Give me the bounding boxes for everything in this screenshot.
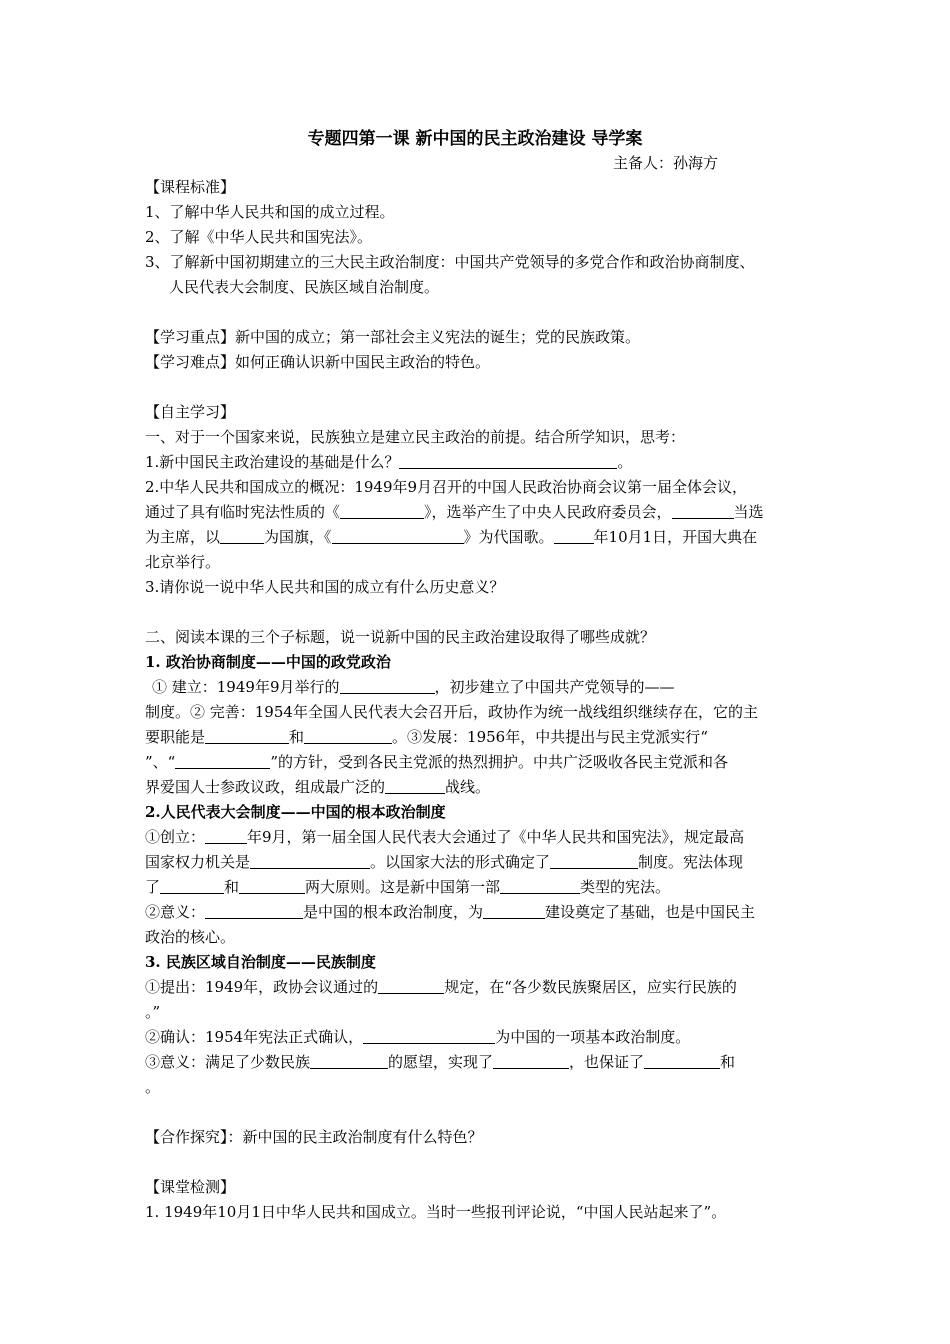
section-heading-self-study: 【自主学习】 xyxy=(145,403,236,421)
blank-field[interactable] xyxy=(340,502,424,519)
consultation-line-5: 界爱国人士参政议政，组成最广泛的 战线。 xyxy=(145,778,491,796)
blank-field[interactable] xyxy=(332,527,464,544)
blank-field[interactable] xyxy=(554,527,594,544)
section-heading-class-test: 【课堂检测】 xyxy=(145,1178,236,1196)
blank-field[interactable] xyxy=(175,752,270,769)
question-intro: 一、对于一个国家来说，民族独立是建立民主政治的前提。结合所学知识，思考： xyxy=(145,428,686,446)
page-title: 专题四第一课 新中国的民主政治建设 导学案 xyxy=(307,129,643,149)
standard-item-2: 2、了解《中华人民共和国宪法》。 xyxy=(145,228,373,246)
blank-field[interactable] xyxy=(250,852,370,869)
blank-field[interactable] xyxy=(385,777,445,794)
blank-field[interactable] xyxy=(220,527,264,544)
blank-field[interactable] xyxy=(550,852,638,869)
author-line: 主备人：孙海方 xyxy=(613,154,719,172)
blank-field[interactable] xyxy=(304,727,392,744)
blank-field[interactable] xyxy=(160,877,224,894)
key-points: 【学习重点】新中国的成立；第一部社会主义宪法的诞生；党的民族政策。 xyxy=(145,328,641,346)
question-1: 1.新中国民主政治建设的基础是什么？ 。 xyxy=(145,453,633,471)
blank-field[interactable] xyxy=(363,1027,495,1044)
standard-item-3-cont: 人民代表大会制度、民族区域自治制度。 xyxy=(169,278,440,296)
congress-line-3: 了 和 两大原则。这是新中国第一部 类型的宪法。 xyxy=(145,878,671,896)
blank-field[interactable] xyxy=(672,502,734,519)
autonomy-line-4: ③意义：满足了少数民族 的愿望，实现了 ，也保证了 和 xyxy=(145,1053,736,1071)
consultation-line-4: ”、“ ”的方针，受到各民主党派的热烈拥护。中共广泛吸收各民主党派和各 xyxy=(145,753,729,771)
consultation-line-3: 要职能是 和 。③发展：1956年，中共提出与民主党派实行“ xyxy=(145,728,708,746)
autonomy-line-1: ①提出：1949年，政协会议通过的 规定，在“各少数民族聚居区，应实行民族的 xyxy=(145,978,737,996)
blank-field[interactable] xyxy=(493,1052,569,1069)
blank-field[interactable] xyxy=(483,902,545,919)
consultation-line-2: 制度。② 完善：1954年全国人民代表大会召开后，政协作为统一战线组织继续存在，它的主 xyxy=(145,703,758,721)
blank-field[interactable] xyxy=(239,877,305,894)
autonomy-line-2: 。” xyxy=(145,1003,161,1021)
standard-item-3: 3、了解新中国初期建立的三大民主政治制度：中国共产党领导的多党合作和政治协商制度、 xyxy=(145,253,755,271)
blank-field[interactable] xyxy=(500,877,580,894)
congress-line-1: ①创立： 年9月，第一届全国人民代表大会通过了《中华人民共和国宪法》，规定最高 xyxy=(145,828,745,846)
question-2: 2.中华人民共和国成立的概况：1949年9月召开的中国人民政治协商会议第一届全体会议， xyxy=(145,478,748,496)
blank-field[interactable] xyxy=(644,1052,720,1069)
question-3: 3.请你说一说中华人民共和国的成立有什么历史意义？ xyxy=(145,578,505,596)
congress-line-4: ②意义： 是中国的根本政治制度，为 建设奠定了基础，也是中国民主 xyxy=(145,903,756,921)
question-2-line-4: 北京举行。 xyxy=(145,553,221,571)
blank-field[interactable] xyxy=(205,902,303,919)
subheading-ethnic-autonomy: 3. 民族区域自治制度——民族制度 xyxy=(145,953,376,971)
consultation-line-1: ① 建立：1949年9月举行的 ，初步建立了中国共产党领导的—— xyxy=(152,678,675,696)
question-2-line-2: 通过了具有临时宪法性质的《 》，选举产生了中央人民政府委员会， 当选 xyxy=(145,503,764,521)
standard-item-1: 1、了解中华人民共和国的成立过程。 xyxy=(145,203,395,221)
subheading-peoples-congress: 2.人民代表大会制度——中国的根本政治制度 xyxy=(145,803,446,821)
section-heading-cooperative-inquiry: 【合作探究】：新中国的民主政治制度有什么特色？ xyxy=(145,1128,483,1146)
part-two-intro: 二、阅读本课的三个子标题，说一说新中国的民主政治建设取得了哪些成就？ xyxy=(145,628,656,646)
blank-field[interactable] xyxy=(205,827,247,844)
blank-field[interactable] xyxy=(378,977,444,994)
autonomy-line-3: ②确认：1954年宪法正式确认， 为中国的一项基本政治制度。 xyxy=(145,1028,691,1046)
blank-field[interactable] xyxy=(399,452,617,469)
autonomy-line-5: 。 xyxy=(145,1078,161,1096)
congress-line-2: 国家权力机关是 。以国家大法的形式确定了 制度。宪法体现 xyxy=(145,853,744,871)
question-2-line-3: 为主席，以 为国旗，《 》为代国歌。 年10月1日，开国大典在 xyxy=(145,528,758,546)
blank-field[interactable] xyxy=(310,1052,388,1069)
difficult-points: 【学习难点】如何正确认识新中国民主政治的特色。 xyxy=(145,353,491,371)
congress-line-5: 政治的核心。 xyxy=(145,928,236,946)
test-question-1: 1. 1949年10月1日中华人民共和国成立。当时一些报刊评论说，“中国人民站起来了”。 xyxy=(145,1203,727,1221)
subheading-political-consultation: 1. 政治协商制度——中国的政党政治 xyxy=(145,653,391,671)
section-heading-course-standard: 【课程标准】 xyxy=(145,178,236,196)
blank-field[interactable] xyxy=(340,677,435,694)
blank-field[interactable] xyxy=(205,727,289,744)
